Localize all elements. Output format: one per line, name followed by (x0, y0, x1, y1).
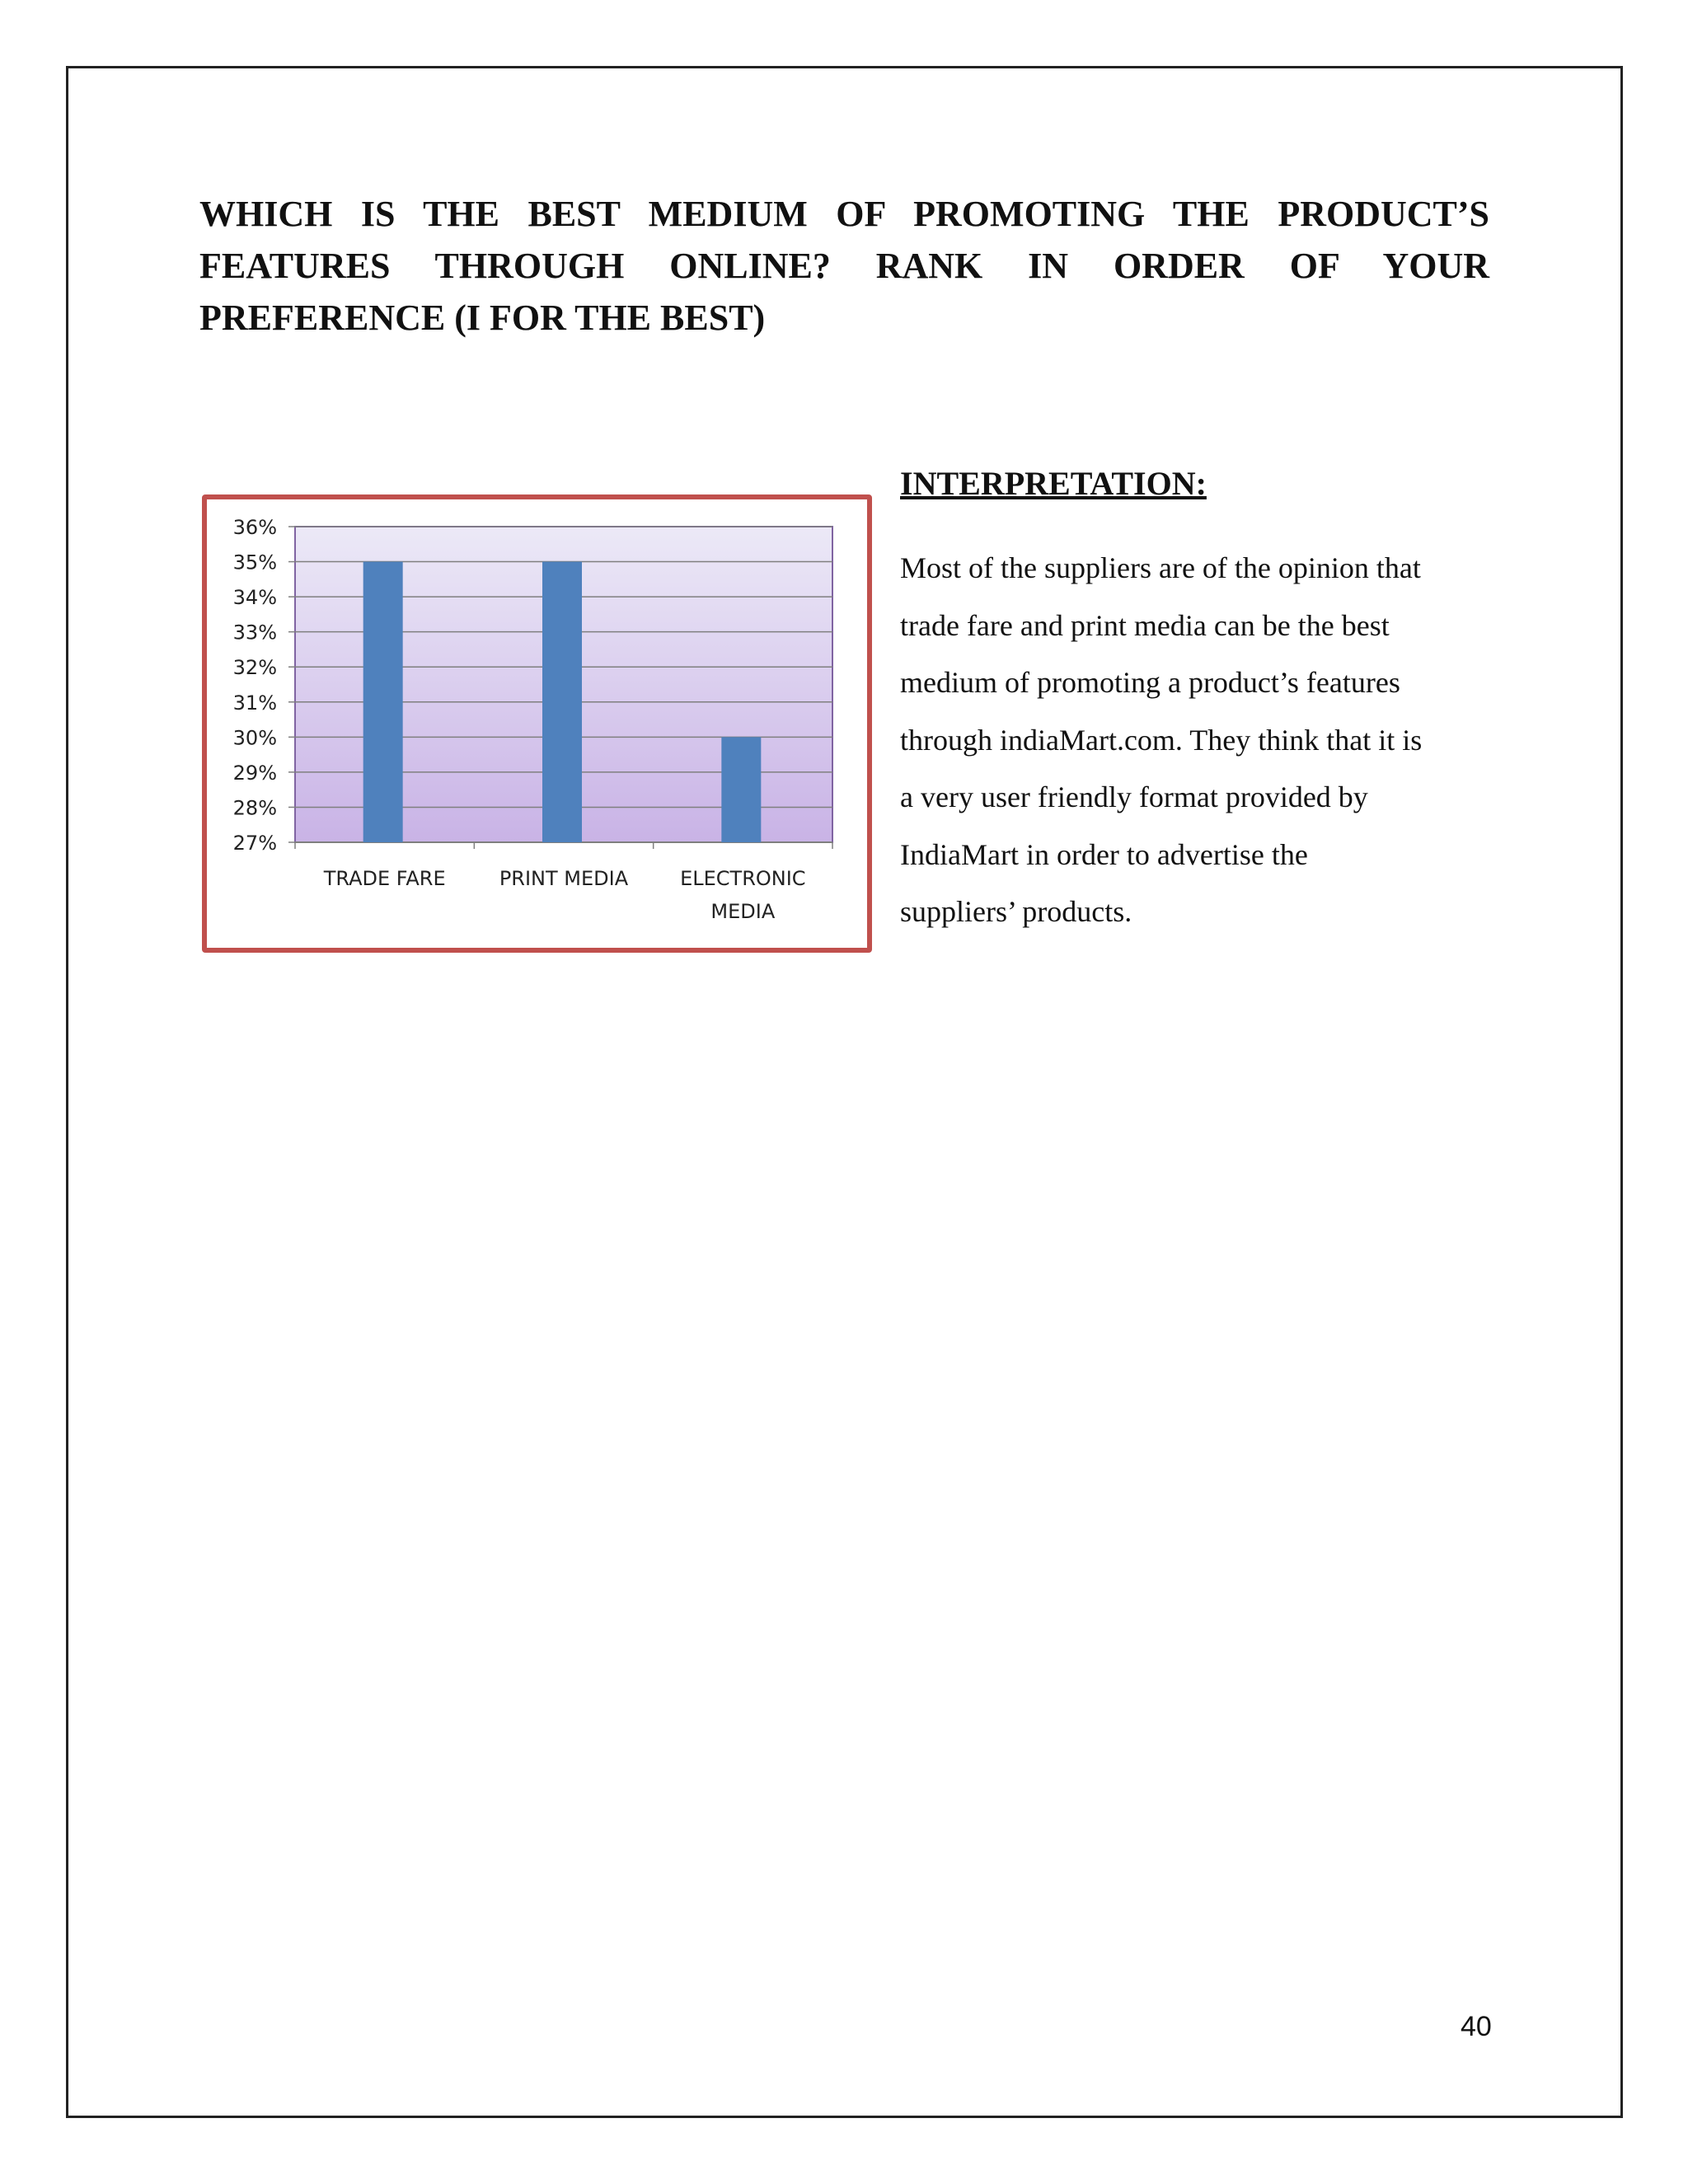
question-heading: WHICH IS THE BEST MEDIUM OF PROMOTING THE PRODUCT’S FEATURES THROUGH ONLINE? RANK IN ORDER OF YOUR PREFERENCE (I FOR THE BEST) (199, 194, 1489, 338)
y-tick-label: 27% (232, 832, 277, 855)
y-tick-label: 34% (232, 586, 277, 610)
y-tick-label: 33% (232, 621, 277, 644)
interpretation-line: suppliers’ products. (900, 895, 1132, 928)
bar-electronic-media (721, 737, 761, 842)
x-tick-label: TRADE FARE (323, 867, 446, 890)
x-tick-label: PRINT MEDIA (499, 867, 629, 890)
bar-chart-svg (207, 499, 867, 948)
x-tick-label: ELECTRONIC (680, 867, 806, 890)
bar-chart (202, 494, 872, 953)
interpretation-line: trade fare and print media can be the best (900, 608, 1390, 642)
interpretation-line: IndiaMart in order to advertise the (900, 837, 1308, 871)
y-tick-label: 32% (232, 656, 277, 680)
interpretation-line: medium of promoting a product’s features (900, 666, 1400, 699)
interpretation-title: INTERPRETATION: (900, 465, 1207, 502)
interpretation-text (900, 540, 1493, 941)
interpretation-line: through indiaMart.com. They think that it is (900, 723, 1423, 757)
interpretation-line: Most of the suppliers are of the opinion that (900, 551, 1421, 584)
page-number: 40 (1461, 2011, 1492, 2042)
interpretation-line: a very user friendly format provided by (900, 780, 1368, 813)
y-tick-label: 30% (232, 726, 277, 750)
y-tick-label: 28% (232, 796, 277, 820)
bar-trade-fare (363, 562, 403, 842)
y-tick-label: 29% (232, 761, 277, 785)
x-tick-label: MEDIA (710, 900, 776, 923)
y-tick-label: 36% (232, 516, 277, 539)
page-border (66, 66, 1623, 2118)
y-tick-label: 35% (232, 551, 277, 574)
bar-print-media (542, 562, 582, 842)
y-tick-label: 31% (232, 691, 277, 715)
